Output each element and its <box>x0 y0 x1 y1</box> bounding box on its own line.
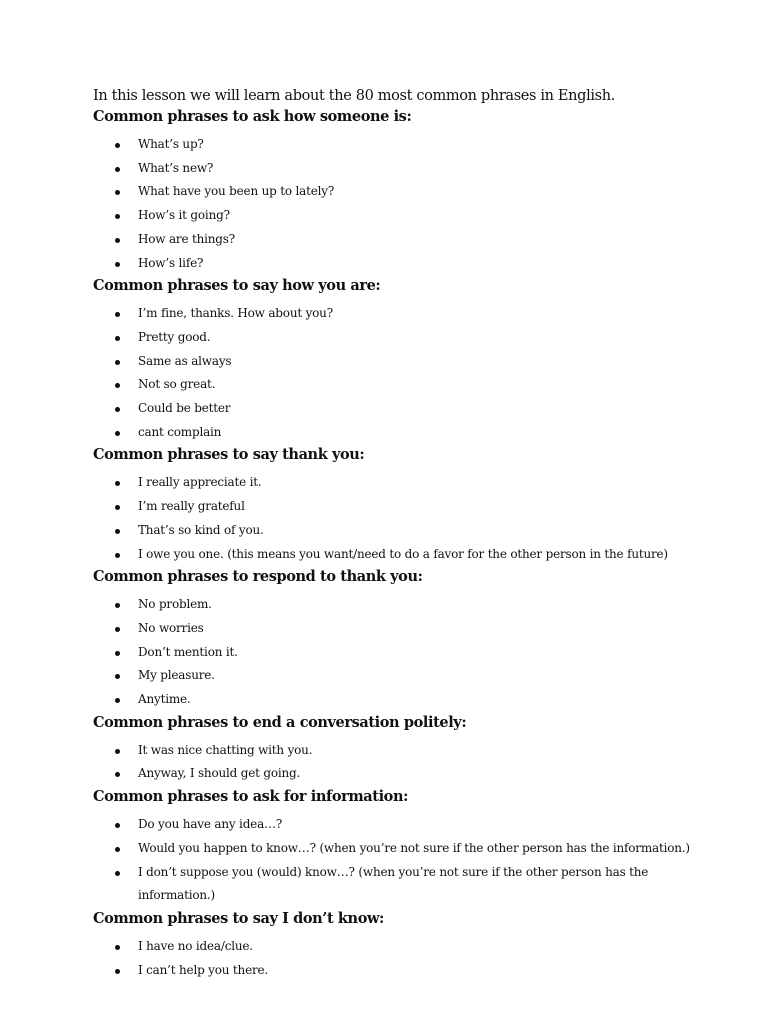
bullet-icon <box>115 529 120 534</box>
bullet-icon <box>115 871 120 876</box>
list-item: That’s so kind of you. <box>93 519 733 543</box>
section-respond-to-thank-you <box>93 566 733 712</box>
bullet-icon <box>115 383 120 388</box>
section-heading: Common phrases to say how you are: <box>93 277 381 295</box>
bullet-icon <box>115 627 120 632</box>
list-item: I really appreciate it. <box>93 471 733 495</box>
phrase-list <box>93 734 733 786</box>
phrase-list <box>93 808 733 908</box>
bullet-icon <box>115 238 120 243</box>
section-heading: Common phrases to respond to thank you: <box>93 568 423 586</box>
section-say-i-dont-know <box>93 908 733 982</box>
bullet-icon <box>115 603 120 608</box>
list-item: Would you happen to know…? (when you’re not sure if the other person has the information.) <box>93 837 733 861</box>
list-item: I owe you one. (this means you want/need to do a favor for the other person in the future) <box>93 543 733 567</box>
phrase-list <box>93 466 733 566</box>
list-item: Not so great. <box>93 373 733 397</box>
list-item: How’s it going? <box>93 204 733 228</box>
phrase-list <box>93 128 733 275</box>
list-item: How’s life? <box>93 252 733 276</box>
list-item: What have you been up to lately? <box>93 180 733 204</box>
section-ask-for-information <box>93 786 733 908</box>
list-item: I’m fine, thanks. How about you? <box>93 302 733 326</box>
bullet-icon <box>115 553 120 558</box>
list-item: My pleasure. <box>93 664 733 688</box>
bullet-icon <box>115 481 120 486</box>
section-heading: Common phrases to say I don’t know: <box>93 909 384 927</box>
bullet-icon <box>115 214 120 219</box>
bullet-icon <box>115 651 120 656</box>
list-item: Pretty good. <box>93 326 733 350</box>
bullet-icon <box>115 969 120 974</box>
list-item: Do you have any idea…? <box>93 813 733 837</box>
section-heading: Common phrases to ask for information: <box>93 788 409 806</box>
bullet-icon <box>115 674 120 679</box>
bullet-icon <box>115 262 120 267</box>
bullet-icon <box>115 772 120 777</box>
intro-text: In this lesson we will learn about the 80 most common phrases in English. <box>93 88 615 104</box>
list-item: Anytime. <box>93 688 733 712</box>
bullet-icon <box>115 847 120 852</box>
list-item: What’s up? <box>93 133 733 157</box>
document-body <box>93 86 733 982</box>
bullet-icon <box>115 505 120 510</box>
bullet-icon <box>115 945 120 950</box>
bullet-icon <box>115 407 120 412</box>
bullet-icon <box>115 190 120 195</box>
list-item: cant complain <box>93 421 733 445</box>
list-item: I’m really grateful <box>93 495 733 519</box>
phrase-list <box>93 297 733 444</box>
section-heading: Common phrases to say thank you: <box>93 446 365 464</box>
bullet-icon <box>115 431 120 436</box>
list-item: I can’t help you there. <box>93 959 733 983</box>
phrase-list <box>93 930 733 982</box>
phrase-list <box>93 588 733 712</box>
bullet-icon <box>115 167 120 172</box>
section-end-conversation <box>93 712 733 786</box>
list-item: What’s new? <box>93 157 733 181</box>
list-item: I don’t suppose you (would) know…? (when you’re not sure if the other person has the information.) <box>93 861 658 908</box>
bullet-icon <box>115 336 120 341</box>
bullet-icon <box>115 312 120 317</box>
bullet-icon <box>115 143 120 148</box>
section-say-how-you-are <box>93 275 733 444</box>
list-item: Could be better <box>93 397 733 421</box>
list-item: It was nice chatting with you. <box>93 739 733 763</box>
bullet-icon <box>115 360 120 365</box>
list-item: No problem. <box>93 593 733 617</box>
bullet-icon <box>115 698 120 703</box>
list-item: Same as always <box>93 350 733 374</box>
section-heading: Common phrases to end a conversation politely: <box>93 713 467 731</box>
list-item: I have no idea/clue. <box>93 935 733 959</box>
bullet-icon <box>115 823 120 828</box>
bullet-icon <box>115 749 120 754</box>
section-say-thank-you <box>93 444 733 566</box>
list-item: Don’t mention it. <box>93 641 733 665</box>
list-item: No worries <box>93 617 733 641</box>
section-ask-how-someone-is <box>93 106 733 275</box>
list-item: Anyway, I should get going. <box>93 762 733 786</box>
list-item: How are things? <box>93 228 733 252</box>
section-heading: Common phrases to ask how someone is: <box>93 108 412 125</box>
